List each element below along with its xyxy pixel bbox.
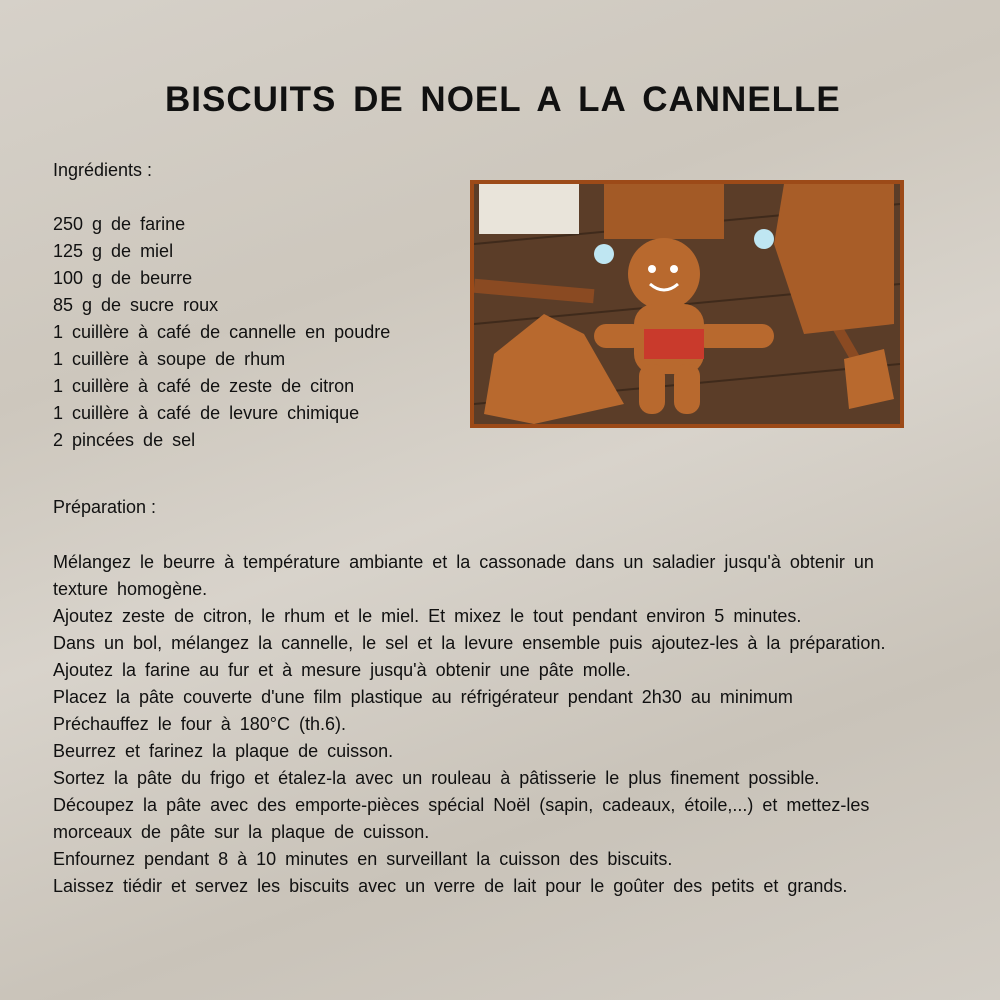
preparation-steps (53, 549, 885, 900)
ingredient-item: 125 g de miel (53, 241, 174, 261)
preparation-line: Sortez la pâte du frigo et étalez-la avec un rouleau à pâtisserie le plus finement possible. (53, 768, 820, 788)
gingerbread-photo (470, 180, 904, 428)
preparation-line: Dans un bol, mélangez la cannelle, le sel et la levure ensemble puis ajoutez-les à la préparation. (53, 633, 886, 653)
preparation-line: Placez la pâte couverte d'une film plastique au réfrigérateur pendant 2h30 au minimum (53, 687, 793, 707)
preparation-line: Mélangez le beurre à température ambiante et la cassonade dans un saladier jusqu'à obtenir un (53, 552, 874, 572)
preparation-line: Beurrez et farinez la plaque de cuisson. (53, 741, 394, 761)
ingredient-item: 1 cuillère à soupe de rhum (53, 349, 286, 369)
ingredient-item: 100 g de beurre (53, 268, 193, 288)
preparation-heading: Préparation : (53, 497, 157, 517)
ingredient-item: 2 pincées de sel (53, 430, 196, 450)
preparation-line: morceaux de pâte sur la plaque de cuisson. (53, 822, 430, 842)
page-title: BISCUITS DE NOEL A LA CANNELLE (165, 80, 841, 119)
preparation-line: Ajoutez la farine au fur et à mesure jusqu'à obtenir une pâte molle. (53, 660, 631, 680)
preparation-line: Ajoutez zeste de citron, le rhum et le miel. Et mixez le tout pendant environ 5 minutes. (53, 606, 802, 626)
preparation-line: Laissez tiédir et servez les biscuits avec un verre de lait pour le goûter des petits et grands. (53, 876, 848, 896)
ingredient-item: 1 cuillère à café de cannelle en poudre (53, 322, 391, 342)
preparation-line: Découpez la pâte avec des emporte-pièces spécial Noël (sapin, cadeaux, étoile,...) et mettez-les (53, 795, 870, 815)
ingredients-list (53, 211, 390, 454)
ingredient-item: 250 g de farine (53, 214, 186, 234)
preparation-line: texture homogène. (53, 579, 208, 599)
ingredients-heading: Ingrédients : (53, 160, 153, 180)
ingredient-item: 85 g de sucre roux (53, 295, 219, 315)
preparation-line: Enfournez pendant 8 à 10 minutes en surveillant la cuisson des biscuits. (53, 849, 673, 869)
ingredient-item: 1 cuillère à café de levure chimique (53, 403, 360, 423)
ingredient-item: 1 cuillère à café de zeste de citron (53, 376, 355, 396)
gingerbread-cookies-image (474, 184, 900, 424)
preparation-line: Préchauffez le four à 180°C (th.6). (53, 714, 347, 734)
